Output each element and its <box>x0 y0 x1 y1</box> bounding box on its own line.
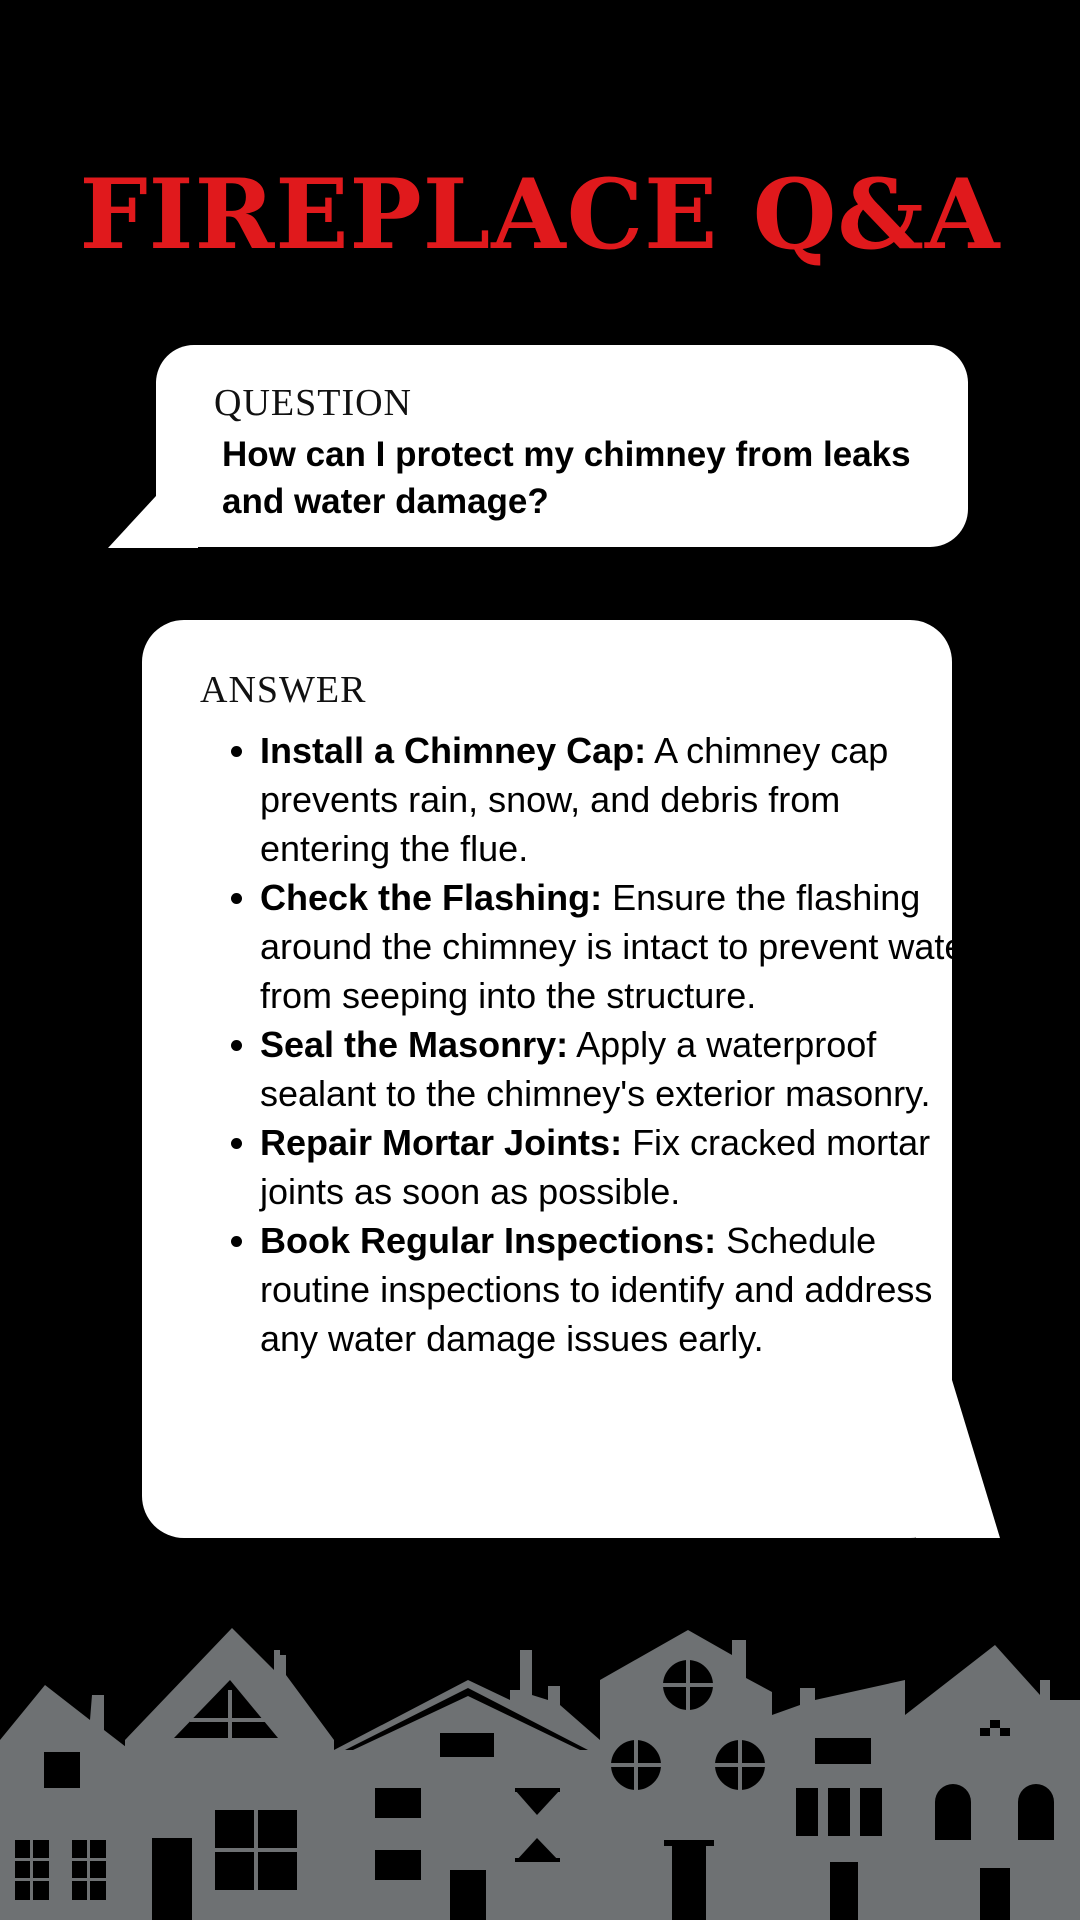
answer-item <box>260 1216 980 1363</box>
question-text: How can I protect my chimney from leaks and water damage? <box>222 435 911 521</box>
answer-item-term: Check the Flashing: <box>260 877 603 918</box>
question-bubble <box>156 345 968 547</box>
answer-item <box>260 873 980 1020</box>
question-label: QUESTION <box>214 382 412 424</box>
answer-item-term: Seal the Masonry: <box>260 1024 569 1065</box>
answer-list <box>202 726 980 1363</box>
answer-item <box>260 726 980 873</box>
answer-item <box>260 1020 980 1118</box>
answer-item-term: Repair Mortar Joints: <box>260 1122 623 1163</box>
answer-item-text: Schedule routine inspections to identify and address any water damage issues early. <box>260 1220 933 1359</box>
answer-item-text: Ensure the flashing around the chimney is intact to prevent water from seeping into the structure. <box>260 877 977 1016</box>
answer-item <box>260 1118 980 1216</box>
answer-item-text: A chimney cap prevents rain, snow, and debris from entering the flue. <box>260 730 889 869</box>
answer-item-term: Book Regular Inspections: <box>260 1220 717 1261</box>
answer-label: ANSWER <box>200 669 367 711</box>
page-title: FIREPLACE Q&A <box>79 158 1001 271</box>
houses-silhouette-illustration <box>0 1600 1080 1920</box>
answer-bubble <box>142 620 977 1538</box>
answer-item-text: Apply a waterproof sealant to the chimney's exterior masonry. <box>260 1024 931 1114</box>
answer-item-text: Fix cracked mortar joints as soon as possible. <box>260 1122 931 1212</box>
answer-item-term: Install a Chimney Cap: <box>260 730 647 771</box>
